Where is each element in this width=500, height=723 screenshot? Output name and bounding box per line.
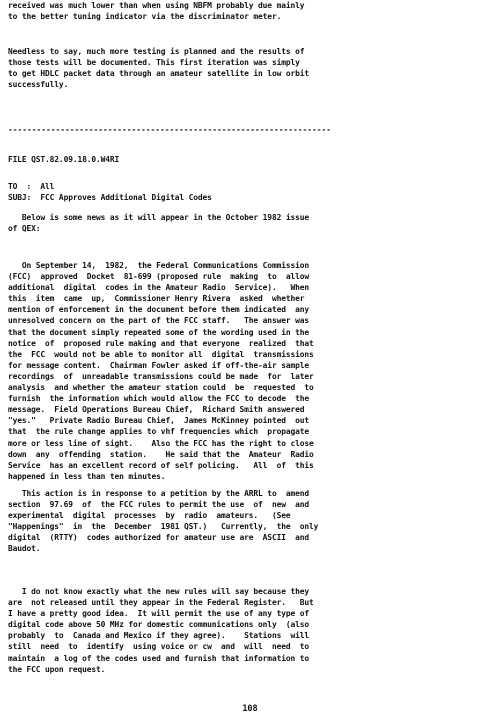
- intro-paragraph: Below is some news as it will appear in the October 1982 issue of QEX:: [8, 213, 309, 234]
- paragraph-continuation: received was much lower than when using NBFM probably due mainly to the better tuning indicator via the discriminator meter.: [8, 1, 305, 22]
- message-header: [8, 181, 498, 203]
- file-identifier: FILE QST.82.09.18.0.W4RI: [8, 155, 120, 164]
- body-paragraph-new-rules: I do not know exactly what the new rules will say because they are not released until they appear in the Federal Register. But I have a pretty good idea. It will permit the use of any type of digital code above 50 MHz for domestic communications only (also probably to Canada and Mexico if they agree). Stations will still need to identify using voice or cw and will need to maintain a log of the codes used and furnish that information to the FCC upon request.: [8, 587, 314, 674]
- page-number: 108: [242, 704, 258, 714]
- to-line: TO : All: [8, 182, 55, 191]
- body-paragraph-approval: On September 14, 1982, the Federal Communications Commission (FCC) approved Docket 81-699 (proposed rule making to allow additional digital codes in the Amateur Radio Service). When this item came up, Commissioner Henry Rivera asked whether mention of enforcement in the document before them indicated any unresolved concern on the part of the FCC staff. The answer was that the document simply repeated some of the wording used in the notice of proposed rule making and that everyone realized that the FCC would not be able to monitor all digital transmissions for message content. Chairman Fowler asked if off-the-air sample recordings of unreadable transmissions could be made for later analysis and whether the amateur station could be requested to furnish the information which would allow the FCC to decode the message. Field Operations Bureau Chief, Richard Smith answered "yes." Private Radio Bureau Chief, James McKinney pointed out that the rule change applies to vhf frequencies which propagate more or less line of sight. Also the FCC has the right to close down any offending station. He said that the Amateur Radio Service has an excellent record of self policing. All of this happened in less than ten minutes.: [8, 261, 314, 481]
- body-paragraph-petition: This action is in response to a petition by the ARRL to amend section 97.69 of the FCC rules to permit the use of new and experimental digital processes by radio amateurs. (See "Happenings" in the December 1981 QST.) Currently, the only digital (RTTY) codes authorized for amateur use are ASCII and Baudot.: [8, 489, 319, 554]
- subject-line: SUBJ: FCC Approves Additional Digital Codes: [8, 193, 212, 203]
- section-divider: --------------------------------------------------------------------: [8, 125, 332, 134]
- paragraph-testing-note: Needless to say, much more testing is planned and the results of those tests will be documented. This first iteration was simply to get HDLC packet data through an amateur satellite in low orbit successfully.: [8, 47, 309, 90]
